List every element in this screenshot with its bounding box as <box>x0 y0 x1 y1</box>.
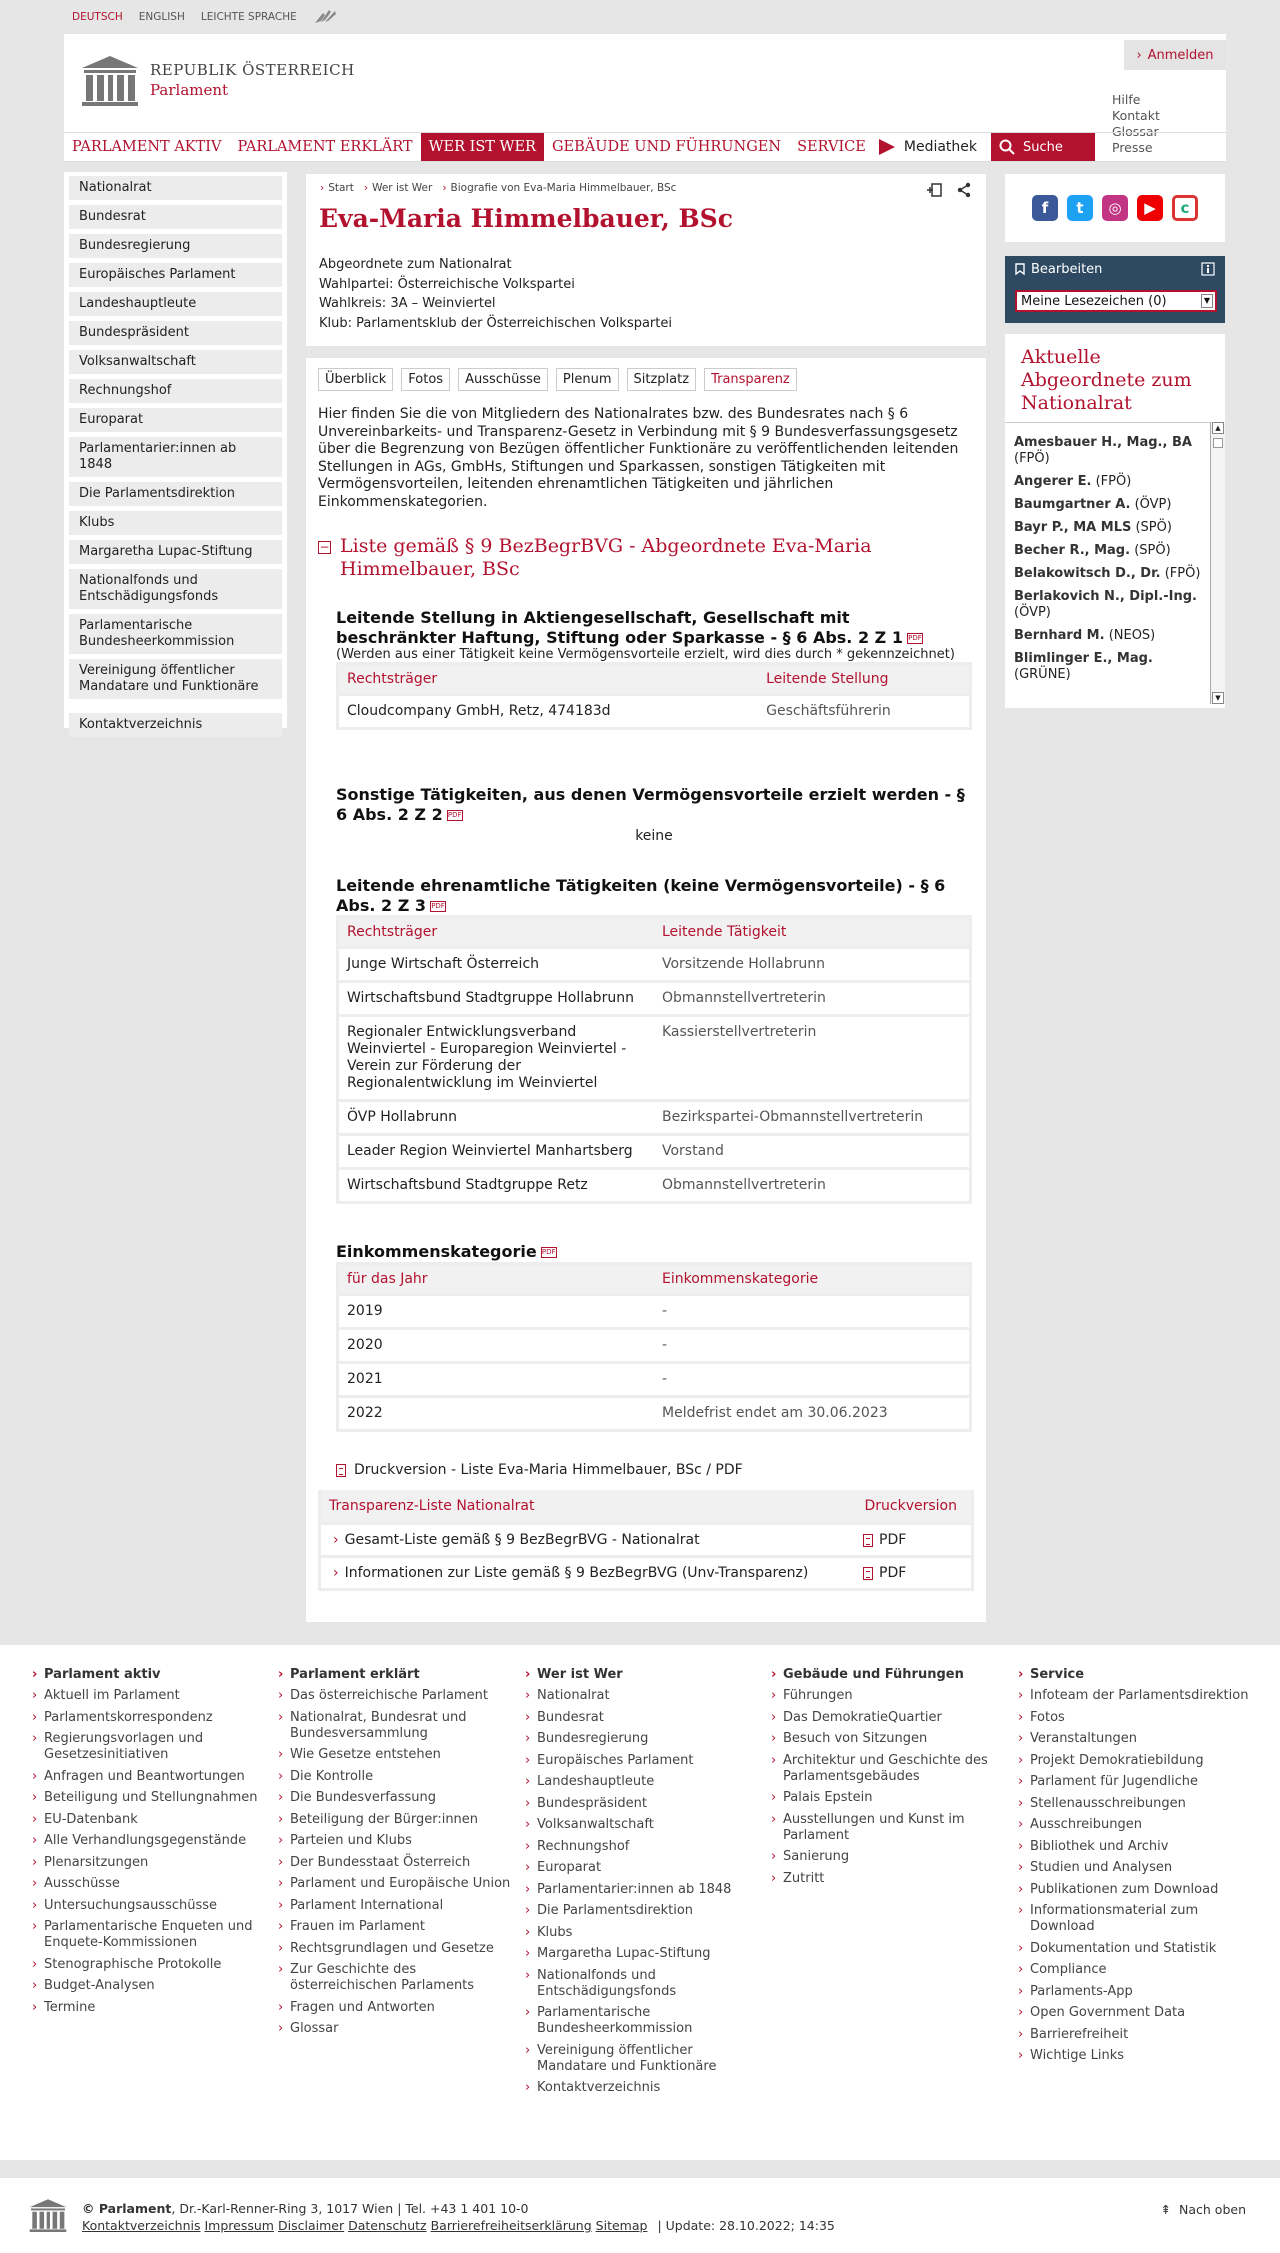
member-name[interactable]: Blimlinger E., Mag. <box>1014 651 1153 666</box>
lang-deutsch[interactable]: DEUTSCH <box>72 11 123 23</box>
sidebar-item[interactable]: Europäisches Parlament <box>69 263 282 287</box>
footer-column <box>783 1667 1005 1892</box>
footer-link[interactable]: › Regierungsvorlagen und Gesetzesinitiativen <box>44 1731 266 1763</box>
sidebar-item[interactable]: Parlamentarische Bundesheerkommission <box>69 614 282 654</box>
sidebar-navigation <box>64 172 287 732</box>
list-item[interactable] <box>1014 566 1202 582</box>
footer-link[interactable]: › Das DemokratieQuartier <box>783 1710 1005 1726</box>
footer-heading[interactable]: › Service <box>1030 1667 1252 1682</box>
edit-panel-title: Bearbeiten <box>1031 261 1103 277</box>
tab-plenum[interactable]: Plenum <box>556 368 619 391</box>
footer-link[interactable]: › Die Kontrolle <box>290 1769 512 1785</box>
footer-link[interactable]: › Parlamentskorrespondenz <box>44 1710 266 1726</box>
glossary-link[interactable]: Glossar <box>1112 124 1159 139</box>
parliament-logo[interactable] <box>80 54 355 106</box>
section-sonstige-taetigkeiten <box>336 785 972 844</box>
scroll-up-icon[interactable]: ▲ <box>1212 422 1224 434</box>
footer-link[interactable]: › Veranstaltungen <box>1030 1731 1252 1747</box>
table-row <box>339 1170 969 1201</box>
nav-parlament-erklaert[interactable]: PARLAMENT ERKLÄRT <box>237 139 413 155</box>
footer-link[interactable]: › Aktuell im Parlament <box>44 1688 266 1704</box>
sidebar-item[interactable]: Nationalfonds und Entschädigungsfonds <box>69 569 282 609</box>
site-footer <box>0 1645 1280 2160</box>
mediathek-link[interactable]: Mediathek <box>874 138 991 156</box>
cell: Junge Wirtschaft Österreich <box>339 949 654 980</box>
footer-link[interactable]: › Beteiligung der Bürger:innen <box>290 1812 512 1828</box>
einkommen-table <box>336 1262 972 1432</box>
cell: Bezirkspartei-Obmannstellvertreterin <box>654 1102 969 1133</box>
search-icon <box>999 139 1015 155</box>
lang-english[interactable]: ENGLISH <box>138 11 185 23</box>
footer-link[interactable]: › Nationalrat, Bundesrat und Bundesversammlung <box>290 1710 512 1742</box>
back-to-top-link[interactable]: ⇞ Nach oben <box>1160 2202 1246 2217</box>
member-party: (SPÖ) <box>1134 543 1171 558</box>
tab-transparenz[interactable]: Transparenz <box>704 368 797 391</box>
table-row <box>339 1296 969 1327</box>
footer-link[interactable]: › Architektur und Geschichte des Parlamentsgebäudes <box>783 1753 1005 1785</box>
cell: 2020 <box>339 1330 654 1361</box>
footer-link[interactable]: › Barrierefreiheit <box>1030 2027 1252 2043</box>
parliament-building-icon <box>26 2198 70 2232</box>
person-header-card <box>306 174 986 346</box>
facebook-icon[interactable]: f <box>1032 195 1058 221</box>
help-link[interactable]: Hilfe <box>1112 92 1141 107</box>
parlament-app-icon[interactable]: c <box>1172 195 1198 221</box>
footer-link[interactable]: › Budget-Analysen <box>44 1978 266 1994</box>
pdf-icon[interactable]: PDF <box>541 1248 556 1256</box>
footer-legal-link[interactable]: Barrierefreiheitserklärung <box>430 2218 592 2233</box>
youtube-icon[interactable]: ▶ <box>1137 195 1163 221</box>
table-row <box>339 1017 969 1099</box>
footer-link[interactable]: › Publikationen zum Download <box>1030 1882 1252 1898</box>
members-scrollbar[interactable] <box>1210 422 1225 704</box>
section-title: Leitende Stellung in Aktiengesellschaft, Gesellschaft mit beschränkter Haftung, Stiftung oder Sparkasse - § 6 Abs. 2 Z 1 PDF <box>336 608 922 647</box>
bookmark-add-icon[interactable] <box>926 182 942 198</box>
footer-link[interactable]: › Parlament International <box>290 1898 512 1914</box>
table-row <box>339 1102 969 1133</box>
scroll-thumb[interactable] <box>1213 438 1223 448</box>
members-panel-title: Aktuelle Abgeordnete zum Nationalrat <box>1021 346 1192 414</box>
footer-heading[interactable]: › Parlament aktiv <box>44 1667 266 1682</box>
tab-fotos[interactable]: Fotos <box>401 368 450 391</box>
info-icon[interactable] <box>1201 262 1215 276</box>
login-button[interactable]: › Anmelden <box>1124 40 1226 70</box>
twitter-icon[interactable]: t <box>1067 195 1093 221</box>
footer-address: , Dr.-Karl-Renner-Ring 3, 1017 Wien | Tel. +43 1 401 10-0 <box>171 2201 529 2216</box>
list-item[interactable] <box>1014 497 1202 513</box>
column-header: Rechtsträger <box>339 665 758 693</box>
footer-link[interactable]: › Beteiligung und Stellungnahmen <box>44 1790 266 1806</box>
table-row <box>339 1364 969 1395</box>
footer-link[interactable]: › Alle Verhandlungsgegenstände <box>44 1833 266 1849</box>
members-list <box>1005 422 1210 704</box>
footer-link[interactable]: › Plenarsitzungen <box>44 1855 266 1871</box>
sidebar-item[interactable]: Margaretha Lupac-Stiftung <box>69 540 282 564</box>
footer-link[interactable]: › Margaretha Lupac-Stiftung <box>537 1946 759 1962</box>
pdf-icon[interactable]: PDF <box>908 633 922 642</box>
site-header <box>64 34 1226 162</box>
sidebar-item[interactable]: Rechnungshof <box>69 379 282 403</box>
nav-parlament-aktiv[interactable]: PARLAMENT AKTIV <box>72 139 222 155</box>
breadcrumb <box>320 182 676 194</box>
lang-leichte-sprache[interactable]: LEICHTE SPRACHE <box>200 11 297 23</box>
sidebar-item[interactable]: Klubs <box>69 511 282 535</box>
footer-link[interactable]: › Glossar <box>290 2021 512 2037</box>
pdf-file-icon <box>336 1464 346 1477</box>
member-party: (SPÖ) <box>1135 520 1172 535</box>
footer-update: | Update: 28.10.2022; 14:35 <box>657 2218 835 2233</box>
footer-link[interactable]: › Sanierung <box>783 1849 1005 1865</box>
footer-link[interactable]: › Die Bundesverfassung <box>290 1790 512 1806</box>
scroll-down-icon[interactable]: ▼ <box>1212 692 1224 704</box>
share-icon[interactable] <box>956 182 972 198</box>
nav-wer-ist-wer[interactable]: WER IST WER <box>421 133 544 161</box>
section-einkommenskategorie <box>336 1242 972 1432</box>
bottom-bar <box>0 2178 1280 2253</box>
footer-link[interactable]: › Parlamentarier:innen ab 1848 <box>537 1882 759 1898</box>
sidebar-item[interactable]: Bundesregierung <box>69 234 282 258</box>
table-row[interactable]: › Gesamt-Liste gemäß § 9 BezBegrBVG - Nationalrat PDF <box>321 1525 971 1555</box>
arrow-up-icon: ⇞ <box>1160 2202 1172 2217</box>
footer-brand: © Parlament <box>82 2201 172 2216</box>
member-name[interactable]: Belakowitsch D., Dr. <box>1014 566 1161 581</box>
list-item[interactable] <box>1014 474 1202 490</box>
footer-link[interactable]: › Parlaments-App <box>1030 1984 1252 2000</box>
footer-legal-link[interactable]: Kontaktverzeichnis <box>82 2218 201 2233</box>
list-item[interactable] <box>1014 520 1202 536</box>
sidebar-item[interactable]: Landeshauptleute <box>69 292 282 316</box>
footer-heading[interactable]: › Parlament erklärt <box>290 1667 512 1682</box>
table-row <box>339 983 969 1014</box>
footer-link[interactable]: › Frauen im Parlament <box>290 1919 512 1935</box>
footer-link[interactable]: › Rechtsgrundlagen und Gesetze <box>290 1941 512 1957</box>
current-members-panel <box>1005 334 1225 708</box>
sidebar-item[interactable]: Bundesrat <box>69 205 282 229</box>
nav-gebaeude-fuehrungen[interactable]: GEBÄUDE UND FÜHRUNGEN <box>551 139 782 155</box>
footer-link[interactable]: › EU-Datenbank <box>44 1812 266 1828</box>
footer-link[interactable]: › Termine <box>44 2000 266 2016</box>
footer-link[interactable]: › Europäisches Parlament <box>537 1753 759 1769</box>
cell: ÖVP Hollabrunn <box>339 1102 654 1133</box>
section-title: Sonstige Tätigkeiten, aus denen Vermögensvorteile erzielt werden - § 6 Abs. 2 Z 2 PDF <box>336 785 965 824</box>
member-name[interactable]: Becher R., Mag. <box>1014 543 1131 558</box>
column-header: Leitende Stellung <box>758 665 969 693</box>
sidebar-item[interactable]: Parlamentarier:innen ab 1848 <box>69 437 282 477</box>
column-header: Einkommenskategorie <box>654 1265 969 1293</box>
list-item[interactable] <box>1014 589 1202 621</box>
section-title: Einkommenskategorie PDF <box>336 1242 556 1261</box>
member-name[interactable]: Baumgartner A. <box>1014 497 1131 512</box>
footer-column <box>44 1667 266 2021</box>
footer-link[interactable]: › Die Parlamentsdirektion <box>537 1903 759 1919</box>
press-link[interactable]: Presse <box>1112 140 1153 155</box>
bookmarks-select[interactable]: Meine Lesezeichen (0) ▼ <box>1015 290 1217 312</box>
footer-link[interactable]: › Wie Gesetze entstehen <box>290 1747 512 1763</box>
intro-text: Hier finden Sie die von Mitgliedern des Nationalrates bzw. des Bundesrates nach § 6 Unvereinbarkeits- und Transparenz-Gesetz in Verbindung mit § 9 Bundesverfassungsgesetz über die Begrenzung von Bezügen öffentlicher Funktionäre zu veröffentlichenden leitenden Stellungen in AGs, GmbHs, Stiftungen und Sparkassen, sonstigen Tätigkeiten mit Vermögensvorteilen, leitenden ehrenamtlichen Tätigkeiten und jährlichen Einkommenskategorien. <box>318 406 959 510</box>
sidebar-item[interactable]: Kontaktverzeichnis <box>69 713 282 737</box>
table-row: Cloudcompany GmbH, Retz, 474183d Geschäftsführerin <box>339 696 969 727</box>
member-party: (GRÜNE) <box>1014 667 1071 682</box>
cell: Vorstand <box>654 1136 969 1167</box>
search-button[interactable]: Suche <box>991 133 1095 161</box>
section-ehrenamtliche-taetigkeiten <box>336 876 972 1204</box>
sidebar-item[interactable]: Nationalrat <box>69 176 282 200</box>
person-club: Klub: Parlamentsklub der Österreichischen Volkspartei <box>319 315 672 331</box>
collapse-icon[interactable]: − <box>319 540 330 554</box>
list-item[interactable] <box>1014 543 1202 559</box>
cell: 2021 <box>339 1364 654 1395</box>
page-title: Eva-Maria Himmelbauer, BSc <box>319 204 733 233</box>
section-note: (Werden aus einer Tätigkeit keine Vermögensvorteile erzielt, wird dies durch * gekennzeichnet) <box>336 647 955 662</box>
ehrenamt-table <box>336 915 972 1204</box>
language-bar <box>0 0 1280 34</box>
member-party: (ÖVP) <box>1014 605 1051 620</box>
footer-link[interactable]: › Nationalfonds und Entschädigungsfonds <box>537 1968 759 2000</box>
footer-heading[interactable]: › Gebäude und Führungen <box>783 1667 1005 1682</box>
list-heading[interactable]: − Liste gemäß § 9 BezBegrBVG - Abgeordnete Eva-Maria Himmelbauer, BSc <box>319 535 872 580</box>
person-district: Wahlkreis: 3A – Weinviertel <box>319 296 496 311</box>
footer-link[interactable]: › Bibliothek und Archiv <box>1030 1839 1252 1855</box>
sidebar-item[interactable]: Bundespräsident <box>69 321 282 345</box>
footer-link[interactable]: › Untersuchungsausschüsse <box>44 1898 266 1914</box>
footer-link[interactable]: › Landeshauptleute <box>537 1774 759 1790</box>
footer-link[interactable]: › Nationalrat <box>537 1688 759 1704</box>
sidebar-item[interactable]: Vereinigung öffentlicher Mandatare und Funktionäre <box>69 659 282 699</box>
footer-link[interactable]: › Parlament für Jugendliche <box>1030 1774 1252 1790</box>
cell: Obmannstellvertreterin <box>654 983 969 1014</box>
footer-legal-link[interactable]: Disclaimer <box>277 2218 345 2233</box>
member-party: (NEOS) <box>1108 628 1156 643</box>
cell: Vorsitzende Hollabrunn <box>654 949 969 980</box>
cell: 2019 <box>339 1296 654 1327</box>
cell: - <box>654 1296 969 1327</box>
tab-ausschuesse[interactable]: Ausschüsse <box>458 368 548 391</box>
footer-link[interactable]: › Fragen und Antworten <box>290 2000 512 2016</box>
breadcrumb-current: › Biografie von Eva-Maria Himmelbauer, BSc <box>442 182 676 194</box>
cell: Leader Region Weinviertel Manhartsberg <box>339 1136 654 1167</box>
bookmark-icon <box>1015 263 1025 275</box>
pdf-file-icon <box>863 1534 873 1547</box>
footer-link[interactable]: › Wichtige Links <box>1030 2048 1252 2064</box>
footer-link[interactable]: › Dokumentation und Statistik <box>1030 1941 1252 1957</box>
tab-sitzplatz[interactable]: Sitzplatz <box>627 368 697 391</box>
footer-link[interactable]: › Stenographische Protokolle <box>44 1957 266 1973</box>
footer-link[interactable]: › Parlamentarische Enqueten und Enquete-Kommissionen <box>44 1919 266 1951</box>
edit-panel <box>1005 256 1225 323</box>
footer-link[interactable]: › Der Bundesstaat Österreich <box>290 1855 512 1871</box>
person-meta <box>319 255 672 333</box>
pdf-icon[interactable]: PDF <box>447 810 462 819</box>
member-name[interactable]: Amesbauer H., Mag., BA <box>1014 435 1192 450</box>
transparency-card <box>306 358 986 1622</box>
footer-link[interactable]: › Studien und Analysen <box>1030 1860 1252 1876</box>
footer-imprint <box>82 2200 835 2234</box>
table-row <box>339 949 969 980</box>
list-item[interactable] <box>1014 435 1202 467</box>
section-value: keine <box>635 828 673 844</box>
pdf-icon[interactable]: PDF <box>431 901 445 910</box>
footer-link[interactable]: › Informationsmaterial zum Download <box>1030 1903 1252 1935</box>
footer-column <box>290 1667 512 2043</box>
section-title: Leitende ehrenamtliche Tätigkeiten (keine Vermögensvorteile) - § 6 Abs. 2 Z 3 PDF <box>336 876 946 915</box>
logo-subtitle: Parlament <box>150 81 229 99</box>
footer-link[interactable]: › Anfragen und Beantwortungen <box>44 1769 266 1785</box>
print-version-link[interactable]: Druckversion - Liste Eva-Maria Himmelbauer, BSc / PDF <box>336 1462 743 1478</box>
footer-link[interactable]: › Bundesrat <box>537 1710 759 1726</box>
tab-ueberblick[interactable]: Überblick <box>318 368 393 391</box>
footer-link[interactable]: › Ausschüsse <box>44 1876 266 1892</box>
member-name[interactable]: Bayr P., MA MLS <box>1014 520 1132 535</box>
cell: Meldefrist endet am 30.06.2023 <box>654 1398 969 1429</box>
footer-link[interactable]: › Zur Geschichte des österreichischen Parlaments <box>290 1962 512 1994</box>
footer-link[interactable]: › Parlament und Europäische Union <box>290 1876 512 1892</box>
social-media-bar <box>1005 174 1225 242</box>
table-row <box>339 1330 969 1361</box>
footer-column <box>537 1667 759 2102</box>
cell: - <box>654 1330 969 1361</box>
footer-link[interactable]: › Projekt Demokratiebildung <box>1030 1753 1252 1769</box>
main-navigation <box>64 132 1226 162</box>
transparency-list-table <box>318 1490 974 1591</box>
footer-link[interactable]: › Das österreichische Parlament <box>290 1688 512 1704</box>
footer-heading[interactable]: › Wer ist Wer <box>537 1667 759 1682</box>
footer-link[interactable]: › Fotos <box>1030 1710 1252 1726</box>
person-party: Wahlpartei: Österreichische Volkspartei <box>319 276 575 292</box>
sidebar-item[interactable]: Volksanwaltschaft <box>69 350 282 374</box>
footer-column <box>1030 1667 1252 2070</box>
profile-tabs <box>318 368 797 391</box>
footer-link[interactable]: › Compliance <box>1030 1962 1252 1978</box>
member-party: (FPÖ) <box>1014 451 1050 466</box>
member-party: (ÖVP) <box>1134 497 1172 512</box>
list-item[interactable] <box>1014 628 1202 644</box>
sidebar-item[interactable]: Europarat <box>69 408 282 432</box>
person-role: Abgeordnete zum Nationalrat <box>319 257 512 272</box>
sign-language-icon[interactable] <box>313 7 339 27</box>
member-name[interactable]: Bernhard M. <box>1014 628 1105 643</box>
column-header: Druckversion <box>864 1498 957 1514</box>
leitende-stellung-table <box>336 662 972 730</box>
footer-link[interactable]: › Führungen <box>783 1688 1005 1704</box>
member-name[interactable]: Berlakovich N., Dipl.-Ing. <box>1014 589 1197 604</box>
footer-link[interactable]: › Ausschreibungen <box>1030 1817 1252 1833</box>
member-name[interactable]: Angerer E. <box>1014 474 1092 489</box>
cell: Kassierstellvertreterin <box>654 1017 969 1099</box>
footer-link[interactable]: › Volksanwaltschaft <box>537 1817 759 1833</box>
footer-legal-link[interactable]: Datenschutz <box>348 2218 427 2233</box>
footer-link[interactable]: › Parlamentarische Bundesheerkommission <box>537 2005 759 2037</box>
footer-link[interactable]: › Zutritt <box>783 1871 1005 1887</box>
footer-link[interactable]: › Parteien und Klubs <box>290 1833 512 1849</box>
section-leitende-stellung <box>336 608 972 730</box>
cell: Wirtschaftsbund Stadtgruppe Retz <box>339 1170 654 1201</box>
footer-link[interactable]: › Bundesregierung <box>537 1731 759 1747</box>
footer-link[interactable]: › Kontaktverzeichnis <box>537 2080 759 2096</box>
nav-service[interactable]: SERVICE <box>797 139 866 155</box>
table-row[interactable]: › Informationen zur Liste gemäß § 9 BezBegrBVG (Unv-Transparenz) PDF <box>321 1558 971 1588</box>
footer-link[interactable]: › Europarat <box>537 1860 759 1876</box>
footer-link[interactable]: › Infoteam der Parlamentsdirektion <box>1030 1688 1252 1704</box>
parliament-building-icon <box>80 54 140 106</box>
cell: Wirtschaftsbund Stadtgruppe Hollabrunn <box>339 983 654 1014</box>
instagram-icon[interactable]: ◎ <box>1102 195 1128 221</box>
column-header: für das Jahr <box>339 1265 654 1293</box>
footer-link[interactable]: › Klubs <box>537 1925 759 1941</box>
footer-link[interactable]: › Rechnungshof <box>537 1839 759 1855</box>
cell: Obmannstellvertreterin <box>654 1170 969 1201</box>
member-party: (FPÖ) <box>1095 474 1132 489</box>
cell: - <box>654 1364 969 1395</box>
page-tools <box>926 182 972 198</box>
footer-link[interactable]: › Palais Epstein <box>783 1790 1005 1806</box>
breadcrumb-start[interactable]: › Start <box>320 182 354 194</box>
footer-link[interactable]: › Vereinigung öffentlicher Mandatare und Funktionäre <box>537 2043 759 2075</box>
footer-link[interactable]: › Bundespräsident <box>537 1796 759 1812</box>
footer-link[interactable]: › Ausstellungen und Kunst im Parlament <box>783 1812 1005 1844</box>
column-header: Leitende Tätigkeit <box>654 918 969 946</box>
table-row <box>339 1136 969 1167</box>
chevron-down-icon: ▼ <box>1201 294 1213 308</box>
column-header: Transparenz-Liste Nationalrat <box>329 1498 535 1514</box>
logo-title: REPUBLIK ÖSTERREICH <box>150 61 355 79</box>
play-icon <box>878 138 896 156</box>
footer-link[interactable]: › Stellenausschreibungen <box>1030 1796 1252 1812</box>
footer-legal-link[interactable]: Sitemap <box>595 2218 648 2233</box>
contact-link[interactable]: Kontakt <box>1112 108 1160 123</box>
member-party: (FPÖ) <box>1164 566 1201 581</box>
column-header: Rechtsträger <box>339 918 654 946</box>
footer-link[interactable]: › Open Government Data <box>1030 2005 1252 2021</box>
list-item[interactable] <box>1014 651 1202 683</box>
footer-legal-link[interactable]: Impressum <box>204 2218 274 2233</box>
table-row <box>339 1398 969 1429</box>
breadcrumb-wer-ist-wer[interactable]: › Wer ist Wer <box>364 182 432 194</box>
sidebar-item[interactable]: Die Parlamentsdirektion <box>69 482 282 506</box>
cell: Regionaler Entwicklungsverband Weinviertel - Europaregion Weinviertel - Verein zur Förderung der Regionalentwicklung im Weinviertel <box>339 1017 654 1099</box>
cell: 2022 <box>339 1398 654 1429</box>
pdf-file-icon <box>863 1567 873 1580</box>
footer-link[interactable]: › Besuch von Sitzungen <box>783 1731 1005 1747</box>
